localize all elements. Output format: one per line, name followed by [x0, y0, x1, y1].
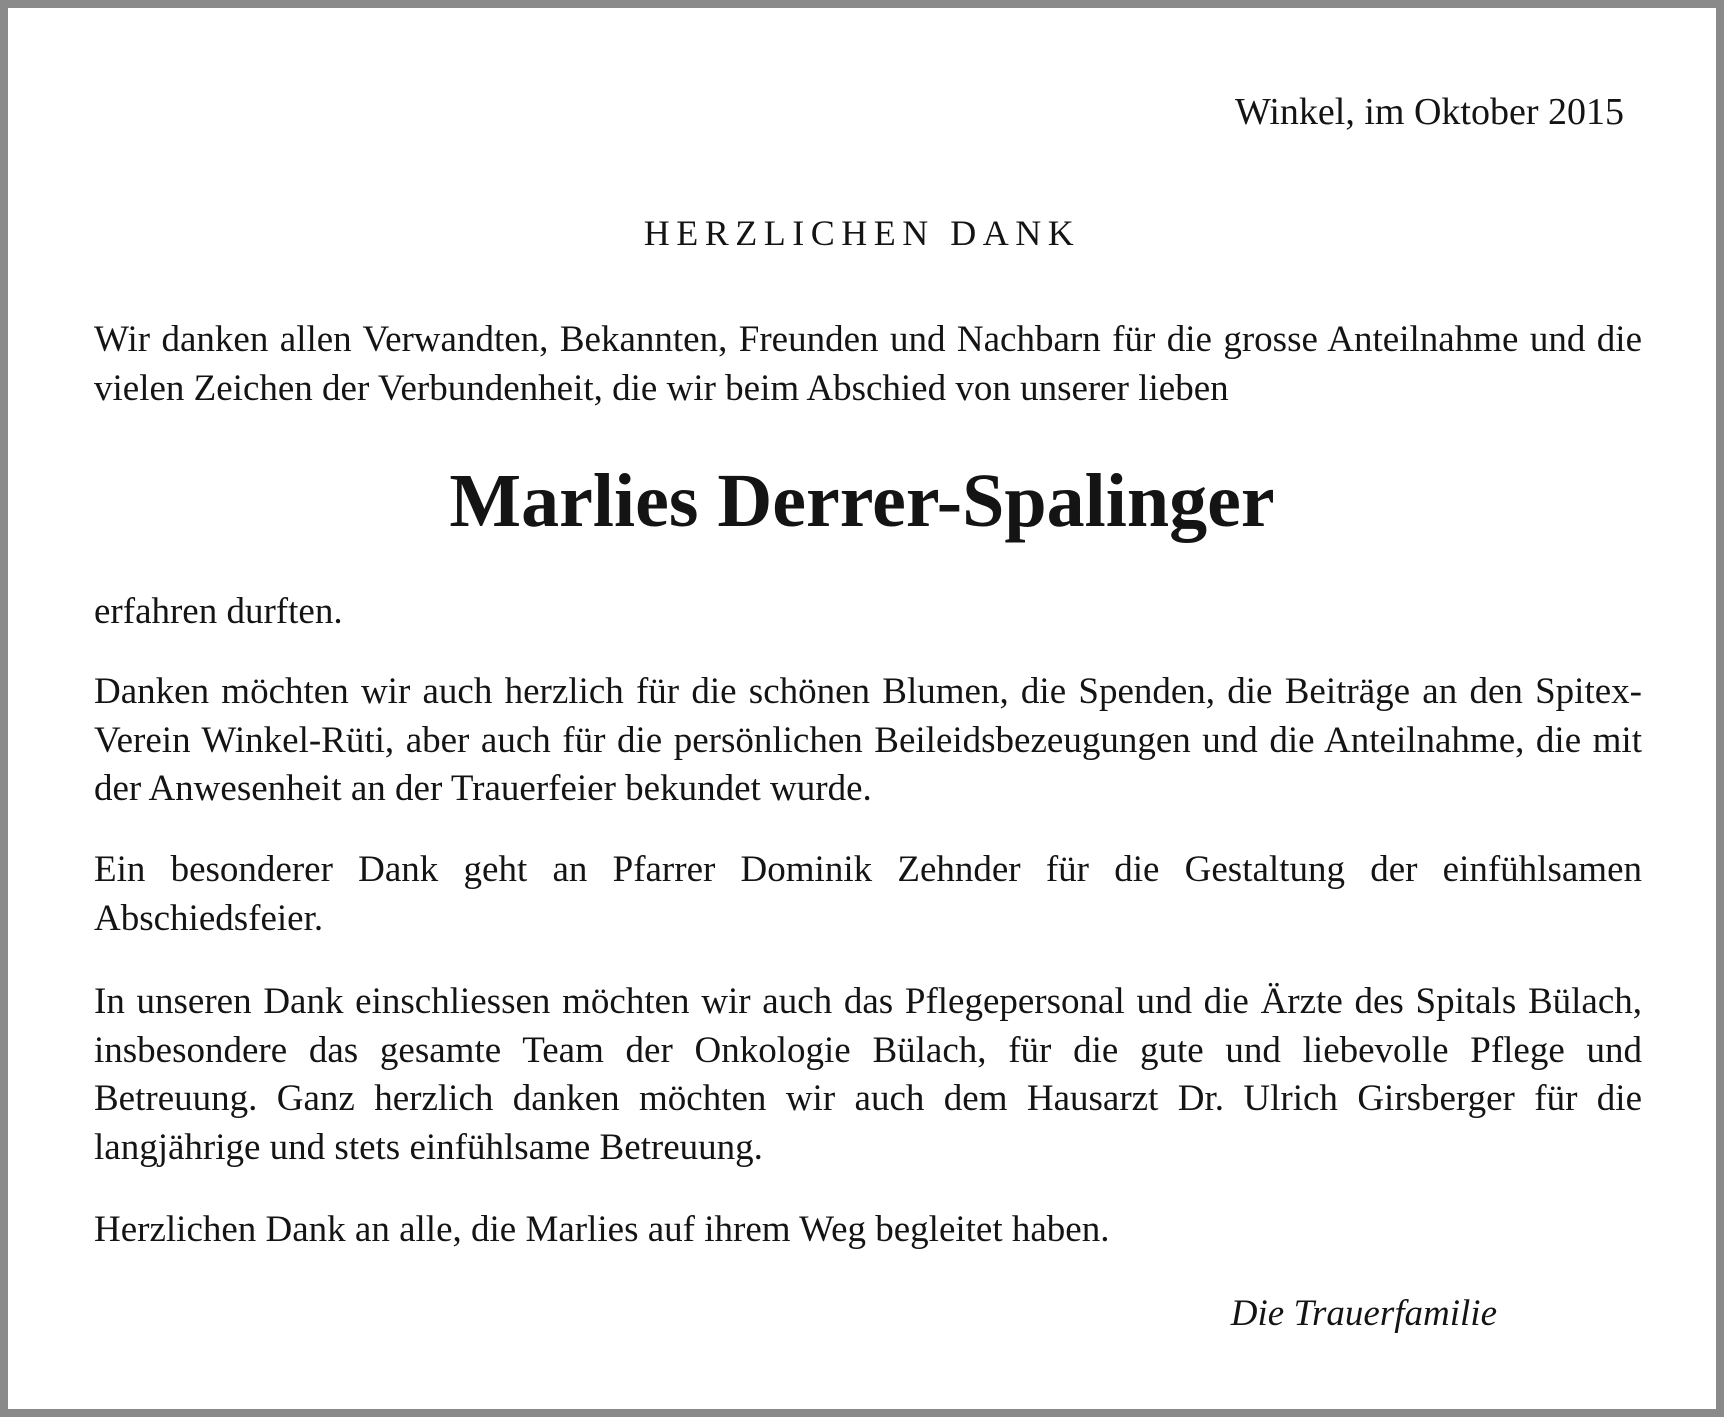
- thanks-paragraph-pastor: Ein besonderer Dank geht an Pfarrer Dominik Zehnder für die Gestaltung der einfühlsamen Abschiedsfeier.: [94, 849, 1642, 939]
- intro-paragraph: Wir danken allen Verwandten, Bekannten, Freunden und Nachbarn für die grosse Anteilnahme und die vielen Zeichen der Verbundenheit, die wir beim Abschied von unserer lieben: [94, 319, 1642, 409]
- signature: Die Trauerfamilie: [1230, 1293, 1497, 1334]
- thanks-paragraph-flowers: Danken möchten wir auch herzlich für die schönen Blumen, die Spenden, die Beiträge an den Spitex-Verein Winkel-Rüti, aber auch für die persönlichen Beileidsbezeugungen und die Anteilnahme, die mit der Anwesenheit an der Trauerfeier bekundet wurde.: [94, 671, 1642, 809]
- thanks-paragraph-care: In unseren Dank einschliessen möchten wir auch das Pflegepersonal und die Ärzte des Spitals Bülach, insbesondere das gesamte Team der Onkologie Bülach, für die gute und liebevolle Pflege und Betreuung. Ganz herzlich danken möchten wir auch dem Hausarzt Dr. Ulrich Girsberger für die langjährige und stets einfühlsame Betreuung.: [94, 981, 1642, 1168]
- notice-heading: HERZLICHEN DANK: [643, 213, 1081, 253]
- thanks-paragraph-all: Herzlichen Dank an alle, die Marlies auf ihrem Weg begleitet haben.: [94, 1209, 1110, 1250]
- date-line: Winkel, im Oktober 2015: [1235, 91, 1624, 133]
- deceased-name: Marlies Derrer-Spalinger: [449, 459, 1275, 543]
- intro-end-line: erfahren durften.: [94, 591, 343, 632]
